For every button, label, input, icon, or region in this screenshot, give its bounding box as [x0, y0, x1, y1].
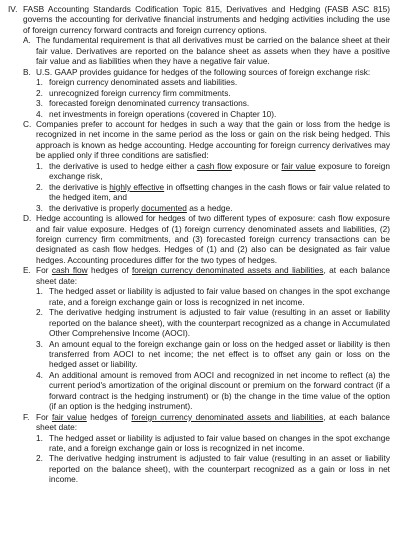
item-b: [23, 67, 390, 77]
item-label: C.: [23, 118, 32, 129]
list-item: 1. The hedged asset or liability is adjusted to fair value based on changes in the spot exchange rate, and a foreign exchange gain or loss is recognized in net income.: [36, 432, 390, 454]
list-item: 3. the derivative is properly documented as a hedge.: [36, 202, 233, 213]
list-item: 3. forecasted foreign denominated currency transactions.: [36, 98, 250, 109]
section-iv: [8, 4, 390, 35]
section-intro: FASB Accounting Standards Codification Topic 815, Derivatives and Hedging (FASB ASC 815) governs the accounting for derivative financial instruments and hedging activities including the use of foreign currency forward contracts and foreign currency options.: [23, 4, 390, 35]
item-f: [23, 412, 390, 433]
list-item: 1. The hedged asset or liability is adjusted to fair value based on changes in the spot exchange rate, and a foreign exchange gain or loss is recognized in net income.: [36, 286, 390, 307]
section-number: IV.: [8, 4, 18, 14]
item-label: E.: [23, 265, 31, 276]
item-text: For fair value hedges of foreign currency denominated assets and liabilities, at each balance sheet date:: [36, 411, 390, 433]
list-item: 4. net investments in foreign operations (covered in Chapter 10).: [36, 108, 277, 119]
list-item: 2. The derivative hedging instrument is adjusted to fair value (resulting in an asset or liability reported on the balance sheet), with the counterpart recognized as a gain or loss in net income.: [36, 453, 390, 485]
item-text: Hedge accounting is allowed for hedges of two different types of exposure: cash flow exposure and fair value exposure. Hedges of (1) foreign currency denominated assets and liabilities, (2) foreign currency firm commitments, and (3) forecasted foreign currency transactions can be designated as cash flow hedges. Hedges of (1) and (2) also can be designated as fair value hedges. Accounting procedures differ for the two types of hedges.: [36, 213, 390, 265]
list-item: 1. foreign currency denominated assets and liabilities.: [36, 77, 238, 88]
item-label: B.: [23, 66, 31, 77]
list-item: 4. An additional amount is removed from AOCI and recognized in net income to reflect (a) the current period's amortization of the original discount or premium on the forward contract (if a forward contract is the hedging instrument) or (b) the change in the time value of the option (if an option is the hedging instrument).: [36, 369, 390, 412]
item-e: [23, 265, 390, 286]
item-label: F.: [23, 411, 30, 422]
item-text: Companies prefer to account for hedges in such a way that the gain or loss from the hedge is recognized in net income in the same period as the loss or gain on the risk being hedged. This approach is known as hedge accounting. Hedge accounting for foreign currency derivatives may be applied only if three conditions are satisfied:: [36, 118, 390, 161]
item-a: [23, 35, 390, 66]
item-text: For cash flow hedges of foreign currency denominated assets and liabilities, at each balance sheet date:: [36, 265, 390, 286]
item-d: [23, 213, 390, 265]
item-text: U.S. GAAP provides guidance for hedges of the following sources of foreign exchange risk:: [36, 66, 371, 77]
list-item: 2. unrecognized foreign currency firm commitments.: [36, 87, 231, 98]
list-item: 1. the derivative is used to hedge either a cash flow exposure or fair value exposure to foreign exchange risk,: [36, 160, 390, 182]
list-item: 2. The derivative hedging instrument is adjusted to fair value (resulting in an asset or liability reported on the balance sheet), with the counterpart recognized as a change in Accumulated Other Comprehensive Income (AOCI).: [36, 307, 390, 339]
item-label: D.: [23, 213, 32, 224]
item-c: [23, 119, 390, 161]
item-text: The fundamental requirement is that all derivatives must be carried on the balance sheet at their fair value. Derivatives are reported on the balance sheet as assets when they have a positive fair value and as liabilities when they have a negative fair value.: [36, 35, 390, 67]
list-item: 3. An amount equal to the foreign exchange gain or loss on the hedged asset or liability is then transferred from AOCI to net income; the net effect is to offset any gain or loss on the hedged asset or liability.: [36, 338, 390, 370]
list-item: 2. the derivative is highly effective in offsetting changes in the cash flows or fair value related to the hedged item, and: [36, 181, 390, 203]
item-label: A.: [23, 35, 31, 46]
